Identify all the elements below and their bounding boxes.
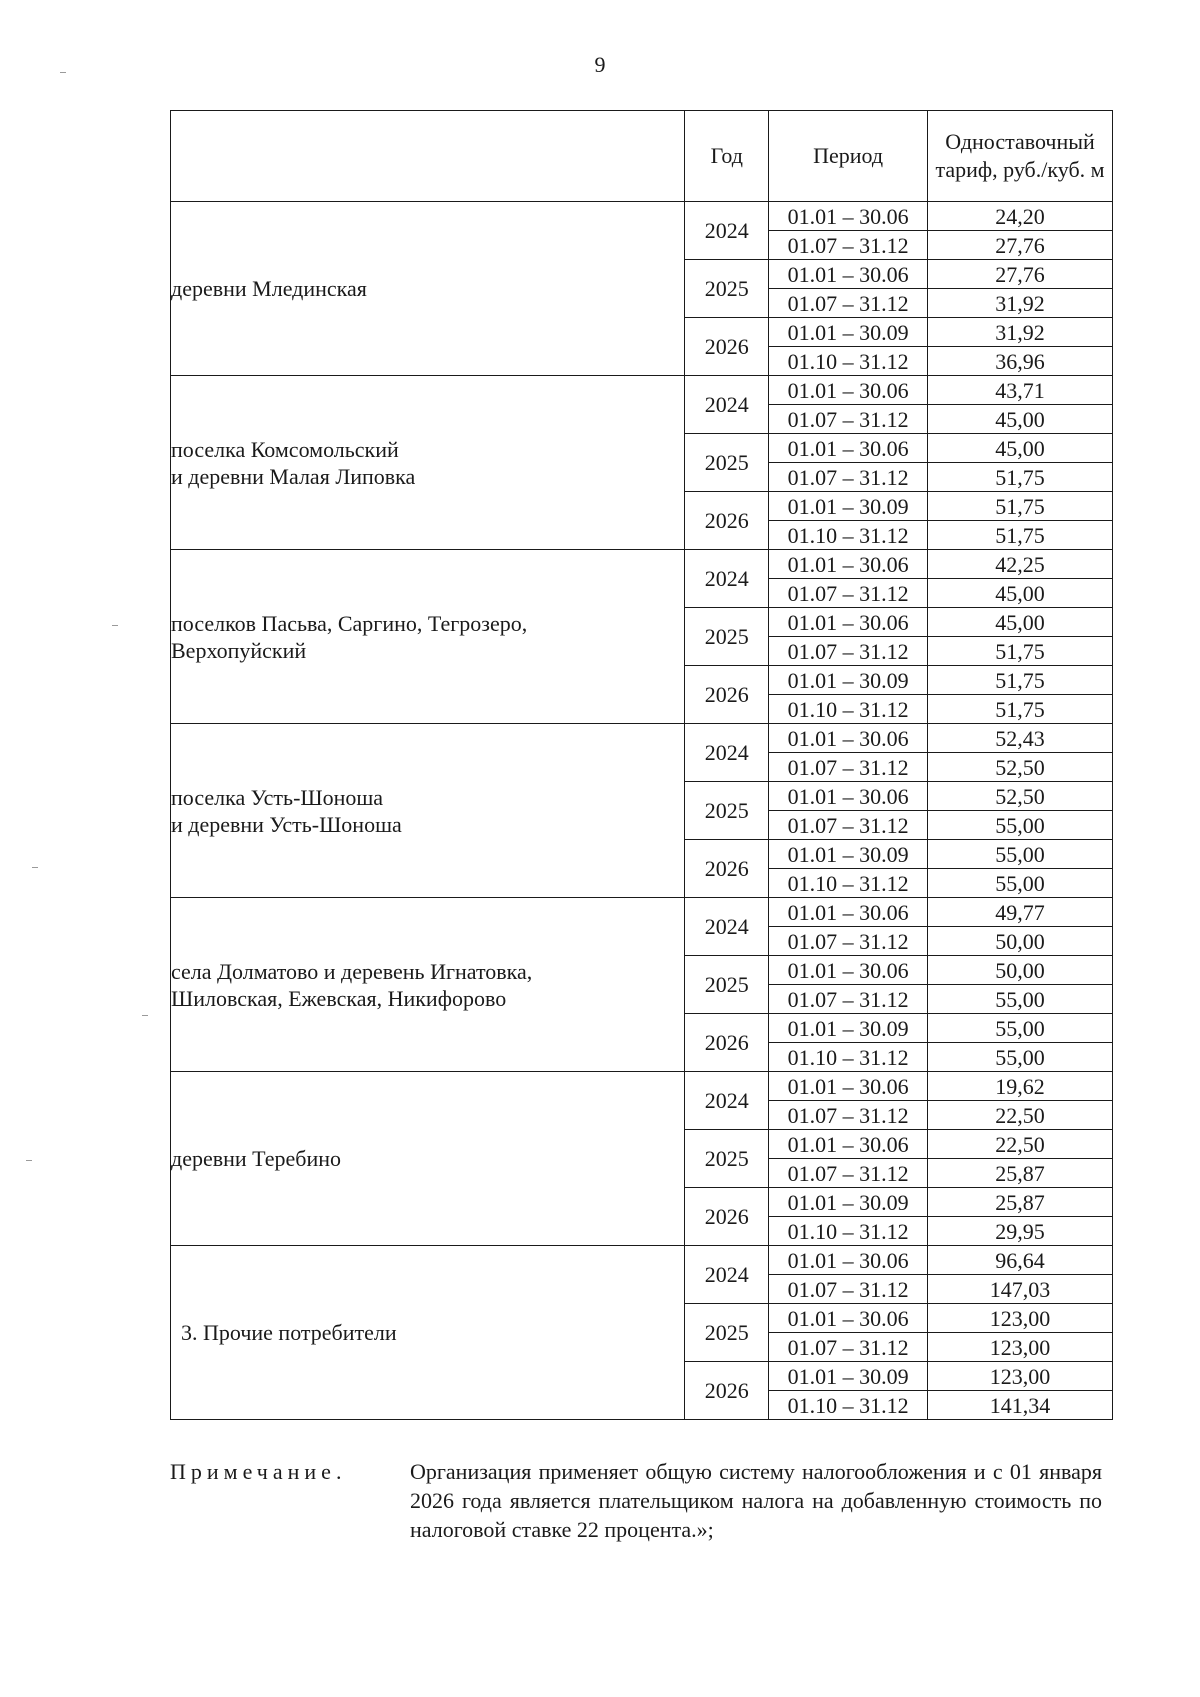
period-cell: 01.01 – 30.09: [769, 318, 928, 347]
table-row: [171, 724, 1113, 753]
rate-cell: 45,00: [928, 434, 1113, 463]
year-cell: 2024: [685, 724, 769, 782]
group-name-cell: села Долматово и деревень Игнатовка, Шиловская, Ежевская, Никифорово: [171, 898, 685, 1072]
tariff-table-body: [171, 202, 1113, 1420]
table-row: [171, 202, 1113, 231]
period-cell: 01.07 – 31.12: [769, 405, 928, 434]
year-cell: 2026: [685, 666, 769, 724]
scan-speck: [142, 1015, 148, 1016]
rate-cell: 43,71: [928, 376, 1113, 405]
period-cell: 01.10 – 31.12: [769, 1391, 928, 1420]
rate-cell: 27,76: [928, 260, 1113, 289]
period-cell: 01.07 – 31.12: [769, 231, 928, 260]
period-cell: 01.01 – 30.06: [769, 782, 928, 811]
rate-cell: 123,00: [928, 1362, 1113, 1391]
rate-cell: 55,00: [928, 1014, 1113, 1043]
period-cell: 01.01 – 30.06: [769, 898, 928, 927]
period-cell: 01.07 – 31.12: [769, 1101, 928, 1130]
rate-cell: 55,00: [928, 811, 1113, 840]
rate-cell: 49,77: [928, 898, 1113, 927]
rate-cell: 25,87: [928, 1188, 1113, 1217]
rate-cell: 31,92: [928, 289, 1113, 318]
year-cell: 2026: [685, 318, 769, 376]
period-cell: 01.01 – 30.09: [769, 1014, 928, 1043]
scan-speck: [112, 625, 118, 626]
year-cell: 2025: [685, 1130, 769, 1188]
rate-cell: 22,50: [928, 1130, 1113, 1159]
rate-cell: 51,75: [928, 492, 1113, 521]
table-row: [171, 1246, 1113, 1275]
year-cell: 2025: [685, 434, 769, 492]
rate-cell: 45,00: [928, 608, 1113, 637]
year-cell: 2026: [685, 1014, 769, 1072]
rate-cell: 19,62: [928, 1072, 1113, 1101]
period-cell: 01.01 – 30.06: [769, 434, 928, 463]
rate-cell: 36,96: [928, 347, 1113, 376]
year-cell: 2024: [685, 550, 769, 608]
rate-cell: 51,75: [928, 637, 1113, 666]
period-cell: 01.01 – 30.06: [769, 1072, 928, 1101]
period-cell: 01.01 – 30.09: [769, 1362, 928, 1391]
rate-cell: 141,34: [928, 1391, 1113, 1420]
header-period: Период: [769, 111, 928, 202]
rate-cell: 147,03: [928, 1275, 1113, 1304]
rate-cell: 50,00: [928, 956, 1113, 985]
period-cell: 01.01 – 30.06: [769, 260, 928, 289]
rate-cell: 96,64: [928, 1246, 1113, 1275]
period-cell: 01.10 – 31.12: [769, 1043, 928, 1072]
year-cell: 2025: [685, 1304, 769, 1362]
rate-cell: 52,50: [928, 753, 1113, 782]
rate-cell: 45,00: [928, 405, 1113, 434]
period-cell: 01.01 – 30.06: [769, 724, 928, 753]
rate-cell: 42,25: [928, 550, 1113, 579]
rate-cell: 52,50: [928, 782, 1113, 811]
group-name-cell: поселков Пасьва, Саргино, Тегрозеро, Верхопуйский: [171, 550, 685, 724]
header-year: Год: [685, 111, 769, 202]
page-number: 9: [594, 52, 606, 77]
table-row: [171, 376, 1113, 405]
table-row: [171, 1072, 1113, 1101]
rate-cell: 51,75: [928, 521, 1113, 550]
tariff-table: [170, 110, 1113, 1420]
rate-cell: 45,00: [928, 579, 1113, 608]
scan-speck: [60, 72, 66, 73]
header-name: [171, 111, 685, 202]
rate-cell: 51,75: [928, 695, 1113, 724]
period-cell: 01.01 – 30.06: [769, 1304, 928, 1333]
period-cell: 01.01 – 30.06: [769, 1246, 928, 1275]
table-header-row: [171, 111, 1113, 202]
period-cell: 01.01 – 30.06: [769, 550, 928, 579]
rate-cell: 27,76: [928, 231, 1113, 260]
year-cell: 2025: [685, 260, 769, 318]
year-cell: 2025: [685, 608, 769, 666]
period-cell: 01.07 – 31.12: [769, 927, 928, 956]
rate-cell: 50,00: [928, 927, 1113, 956]
rate-cell: 29,95: [928, 1217, 1113, 1246]
year-cell: 2026: [685, 1188, 769, 1246]
rate-cell: 55,00: [928, 869, 1113, 898]
rate-cell: 55,00: [928, 985, 1113, 1014]
group-name-cell: деревни Млединская: [171, 202, 685, 376]
rate-cell: 123,00: [928, 1333, 1113, 1362]
period-cell: 01.07 – 31.12: [769, 1159, 928, 1188]
period-cell: 01.10 – 31.12: [769, 869, 928, 898]
rate-cell: 24,20: [928, 202, 1113, 231]
period-cell: 01.01 – 30.06: [769, 376, 928, 405]
rate-cell: 55,00: [928, 1043, 1113, 1072]
year-cell: 2024: [685, 202, 769, 260]
year-cell: 2024: [685, 1072, 769, 1130]
table-row: [171, 550, 1113, 579]
group-name-cell: поселка Усть-Шоноша и деревни Усть-Шоноша: [171, 724, 685, 898]
year-cell: 2026: [685, 1362, 769, 1420]
period-cell: 01.07 – 31.12: [769, 463, 928, 492]
year-cell: 2025: [685, 956, 769, 1014]
group-name-cell: поселка Комсомольский и деревни Малая Липовка: [171, 376, 685, 550]
period-cell: 01.01 – 30.06: [769, 202, 928, 231]
period-cell: 01.10 – 31.12: [769, 347, 928, 376]
period-cell: 01.07 – 31.12: [769, 811, 928, 840]
scan-speck: [26, 1160, 32, 1161]
rate-cell: 51,75: [928, 666, 1113, 695]
note-text: Организация применяет общую систему налогообложения и с 01 января 2026 года является плательщиком налога на добавленную стоимость по налоговой ставке 22 процента.»;: [410, 1459, 1102, 1542]
period-cell: 01.01 – 30.09: [769, 492, 928, 521]
rate-cell: 31,92: [928, 318, 1113, 347]
period-cell: 01.07 – 31.12: [769, 289, 928, 318]
year-cell: 2026: [685, 492, 769, 550]
group-name-cell: деревни Теребино: [171, 1072, 685, 1246]
period-cell: 01.07 – 31.12: [769, 985, 928, 1014]
group-name-cell: 3. Прочие потребители: [171, 1246, 685, 1420]
rate-cell: 25,87: [928, 1159, 1113, 1188]
period-cell: 01.07 – 31.12: [769, 1275, 928, 1304]
year-cell: 2026: [685, 840, 769, 898]
period-cell: 01.10 – 31.12: [769, 521, 928, 550]
rate-cell: 123,00: [928, 1304, 1113, 1333]
rate-cell: 55,00: [928, 840, 1113, 869]
rate-cell: 22,50: [928, 1101, 1113, 1130]
year-cell: 2024: [685, 898, 769, 956]
rate-cell: 52,43: [928, 724, 1113, 753]
period-cell: 01.07 – 31.12: [769, 753, 928, 782]
rate-cell: 51,75: [928, 463, 1113, 492]
period-cell: 01.07 – 31.12: [769, 1333, 928, 1362]
period-cell: 01.07 – 31.12: [769, 579, 928, 608]
period-cell: 01.01 – 30.06: [769, 1130, 928, 1159]
year-cell: 2024: [685, 1246, 769, 1304]
period-cell: 01.01 – 30.09: [769, 840, 928, 869]
period-cell: 01.10 – 31.12: [769, 695, 928, 724]
header-rate: Одноставочный тариф, руб./куб. м: [928, 111, 1113, 202]
scan-speck: [32, 867, 38, 868]
period-cell: 01.01 – 30.06: [769, 608, 928, 637]
table-row: [171, 898, 1113, 927]
note-label: Примечание.: [170, 1459, 347, 1484]
period-cell: 01.01 – 30.06: [769, 956, 928, 985]
period-cell: 01.07 – 31.12: [769, 637, 928, 666]
year-cell: 2025: [685, 782, 769, 840]
period-cell: 01.10 – 31.12: [769, 1217, 928, 1246]
year-cell: 2024: [685, 376, 769, 434]
period-cell: 01.01 – 30.09: [769, 666, 928, 695]
period-cell: 01.01 – 30.09: [769, 1188, 928, 1217]
